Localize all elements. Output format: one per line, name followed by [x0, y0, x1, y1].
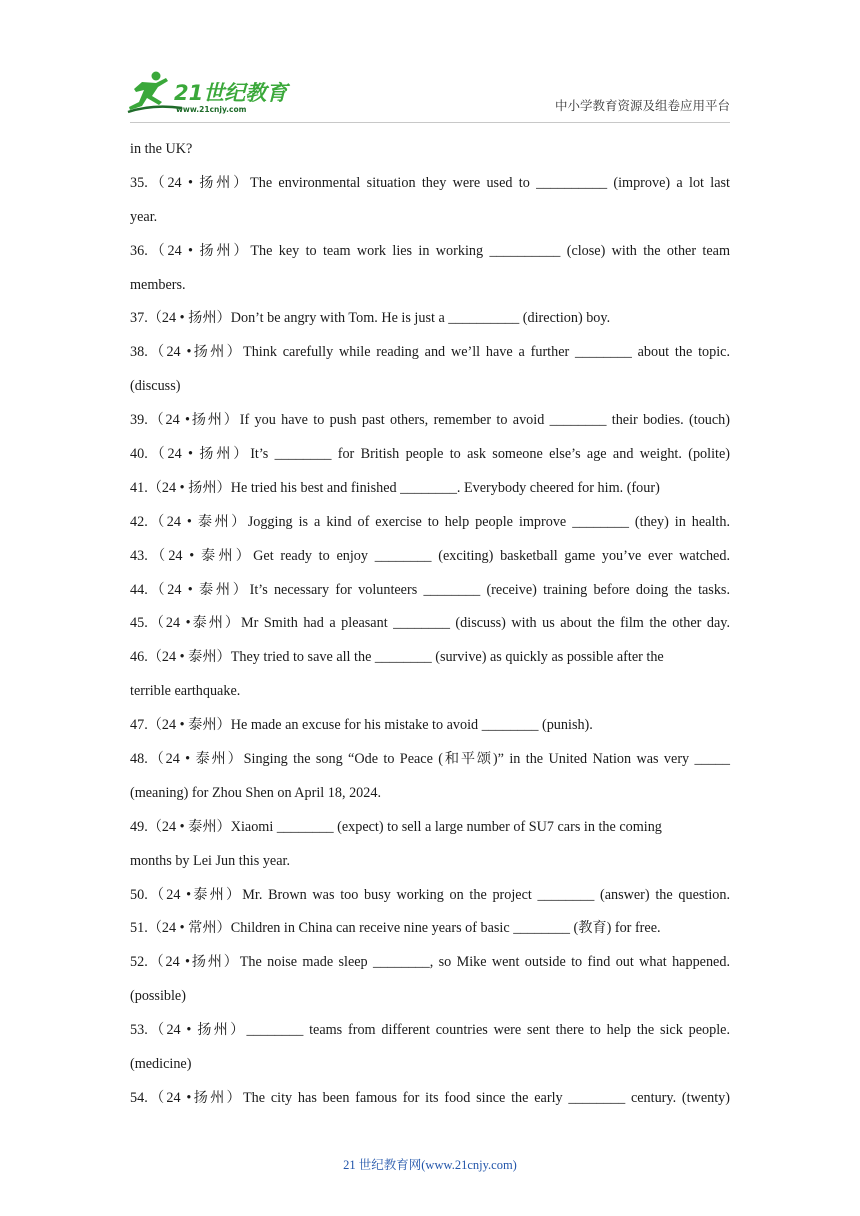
page-footer: 21 世纪教育网(www.21cnjy.com): [343, 1158, 517, 1172]
question-line: 38.（24 •扬州）Think carefully while reading and we’ll have a further ________ about the topic.: [130, 344, 730, 361]
question-line: in the UK?: [130, 141, 193, 157]
question-line: 37.（24 • 扬州）Don’t be angry with Tom. He is just a __________ (direction) boy.: [130, 310, 611, 327]
svg-text:www.21cnjy.com: www.21cnjy.com: [176, 105, 247, 114]
question-line: year.: [130, 208, 158, 225]
question-list: [130, 133, 730, 1116]
question-line: 45.（24 •泰州）Mr Smith had a pleasant ________ (discuss) with us about the film the other day.: [130, 615, 730, 632]
platform-title: 中小学教育资源及组卷应用平台: [554, 99, 730, 113]
runner-logo-icon: [122, 68, 292, 116]
question-line: (discuss): [130, 378, 181, 395]
page-header: [0, 0, 860, 125]
question-line: (medicine): [130, 1056, 192, 1073]
question-line: 39.（24 •扬州）If you have to push past others, remember to avoid ________ their bodies. (touch): [130, 412, 730, 429]
question-line: months by Lei Jun this year.: [130, 852, 290, 869]
question-line: 53.（24 • 扬州）________ teams from different countries were sent there to help the sick people.: [130, 1022, 730, 1039]
question-line: 46.（24 • 泰州）They tried to save all the ________ (survive) as quickly as possible after the: [130, 649, 664, 666]
question-line: 41.（24 • 扬州）He tried his best and finished ________. Everybody cheered for him. (four): [130, 479, 660, 496]
header-divider: [130, 122, 730, 123]
question-line: 50.（24 •泰州）Mr. Brown was too busy working on the project ________ (answer) the question.: [130, 886, 730, 903]
question-line: 49.（24 • 泰州）Xiaomi ________ (expect) to sell a large number of SU7 cars in the coming: [130, 818, 662, 835]
question-line: 47.（24 • 泰州）He made an excuse for his mistake to avoid ________ (punish).: [130, 717, 593, 734]
question-line: 44.（24 • 泰州）It’s necessary for volunteers ________ (receive) training before doing the tasks.: [130, 581, 730, 598]
question-line: 51.（24 • 常州）Children in China can receive nine years of basic ________ (教育) for free.: [130, 920, 661, 937]
question-line: 42.（24 • 泰州）Jogging is a kind of exercise to help people improve ________ (they) in health.: [130, 513, 730, 530]
question-line: 35.（24 • 扬州）The environmental situation they were used to __________ (improve) a lot last: [130, 174, 730, 191]
question-line: members.: [130, 276, 186, 293]
question-line: 43.（24 • 泰州）Get ready to enjoy ________ (exciting) basketball game you’ve ever watched.: [130, 547, 730, 564]
question-line: 48.（24 • 泰州）Singing the song “Ode to Peace (和平颂)” in the United Nation was very _____: [130, 751, 730, 768]
question-line: 40.（24 • 扬州）It’s ________ for British people to ask someone else’s age and weight. (polite): [130, 446, 730, 463]
question-line: terrible earthquake.: [130, 683, 241, 700]
question-line: (meaning) for Zhou Shen on April 18, 2024.: [130, 784, 382, 801]
question-line: 52.（24 •扬州）The noise made sleep ________, so Mike went outside to find out what happened.: [130, 954, 730, 971]
svg-text:21世纪教育: 21世纪教育: [174, 81, 288, 105]
site-logo: [122, 68, 292, 116]
question-line: (possible): [130, 988, 186, 1005]
question-line: 54.（24 •扬州）The city has been famous for its food since the early ________ century. (twenty): [130, 1089, 730, 1106]
question-line: 36.（24 • 扬州）The key to team work lies in working __________ (close) with the other team: [130, 242, 730, 259]
